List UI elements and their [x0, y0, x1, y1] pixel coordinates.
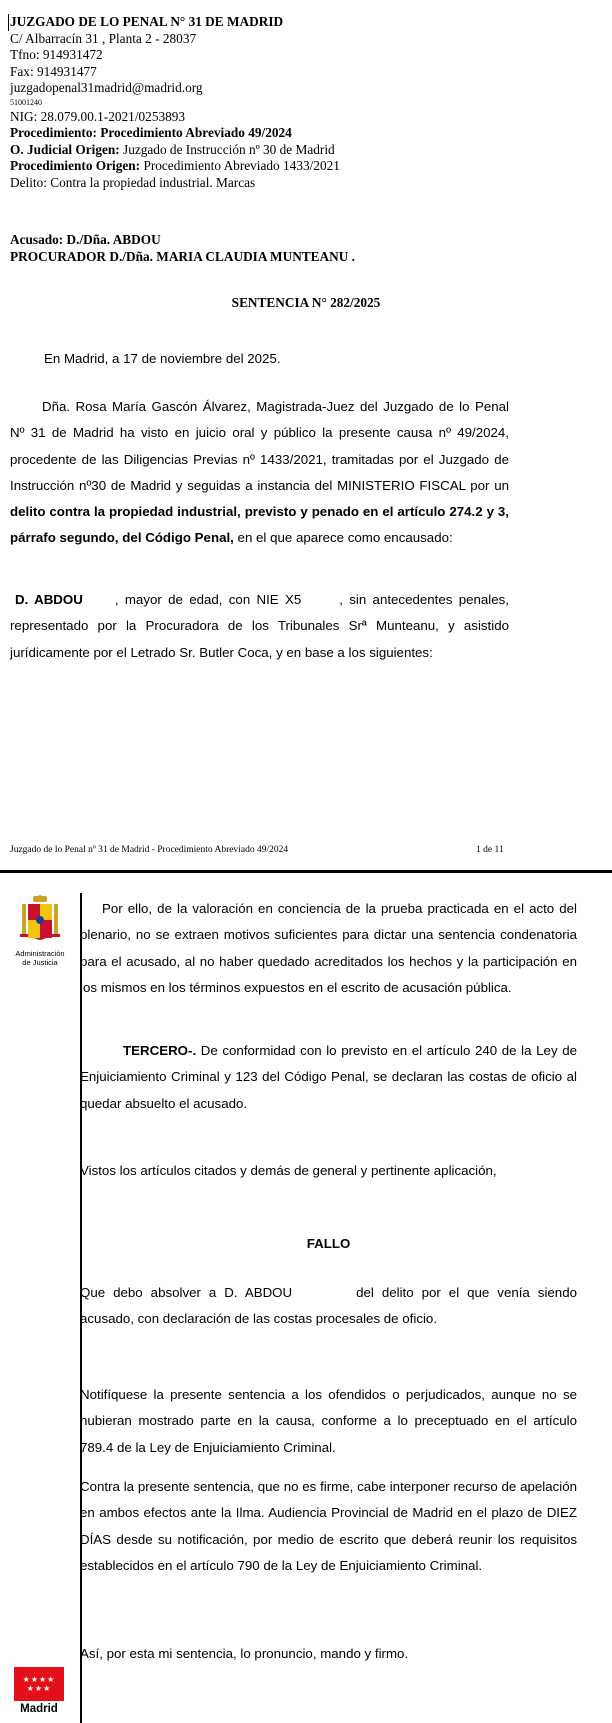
fallo-text-a: Que debo absolver a D. ABDOU [80, 1285, 293, 1300]
madrid-stars-icon: ★★★★ ★★★ [22, 1675, 56, 1693]
intro-text-b: en el que aparece como encausado: [233, 530, 453, 546]
tercero-paragraph [80, 1038, 577, 1117]
procedimiento-label: Procedimiento: [10, 125, 97, 140]
court-code: 51001240 [10, 97, 42, 107]
intro-text-a: Dña. Rosa María Gascón Álvarez, Magistrada-Juez del Juzgado de lo Penal Nº 31 de Madrid ha visto en juicio oral y público la presente causa nº 49/2024, procedente de las Diligencias Previas nº 1433/2021, tramitadas por el Juzgado de Instrucción nº30 de Madrid y seguidas a instancia del MINISTERIO FISCAL por un [10, 399, 509, 493]
court-email: juzgadopenal31madrid@madrid.org [10, 80, 203, 95]
sentencia-title: SENTENCIA N° 282/2025 [231, 295, 381, 310]
tercero-text: De conformidad con lo previsto en el artículo 240 de la Ley de Enjuiciamiento Criminal y 123 del Código Penal, se declaran las costas de oficio al quedar absuelto el acusado. [80, 1043, 577, 1111]
tercero-label: TERCERO-. [123, 1043, 197, 1058]
intro-paragraph [10, 394, 509, 552]
proc-origen-value: Procedimiento Abreviado 1433/2021 [143, 158, 340, 173]
court-address: C/ Albarracín 31 , Planta 2 - 28037 [10, 30, 197, 46]
vistos-line: Vistos los artículos citados y demás de general y pertinente aplicación, [80, 1163, 497, 1178]
delito: Delito: Contra la propiedad industrial. Marcas [10, 174, 256, 190]
notificacion-paragraph: Notifíquese la presente sentencia a los ofendidos o perjudicados, aunque no se hubieran mostrado parte en la causa, conforme a lo preceptuado en el artículo 789.4 de la Ley de Enjuiciamiento Criminal. [80, 1387, 577, 1455]
valoracion-text: Por ello, de la valoración en conciencia de la prueba practicada en el acto del plenario, no se extraen motivos suficientes para dictar una sentencia condenatoria para el acusado, al no haber quedado acreditados los hechos y la participación en los mismos en los términos expuestos en el escrito de acusación pública. [80, 901, 577, 995]
coat-of-arms-icon [18, 894, 62, 944]
cierre-line: Así, por esta mi sentencia, lo pronuncio, mando y firmo. [80, 1646, 409, 1661]
madrid-label: Madrid [20, 1703, 58, 1715]
footer-left: Juzgado de lo Penal nº 31 de Madrid - Procedimiento Abreviado 49/2024 [10, 845, 289, 855]
fallo-heading: FALLO [306, 1236, 351, 1251]
procedimiento [10, 125, 340, 142]
logo-caption: Administración de Justicia [15, 949, 65, 967]
accused-paragraph [10, 587, 509, 666]
parties [10, 232, 355, 265]
page-separator [0, 870, 612, 873]
court-header [10, 14, 340, 191]
judicial-origen-value: Juzgado de Instrucción nº 30 de Madrid [123, 141, 335, 157]
acusado: Acusado: D./Dña. ABDOU [10, 232, 161, 247]
intro-text-bold: delito contra la propiedad industrial, previsto y penado en el artículo 274.2 y 3, párrafo segundo, del Código Penal, [10, 504, 509, 546]
administracion-justicia-logo [12, 894, 68, 967]
procedimiento-value: Procedimiento Abreviado 49/2024 [100, 125, 292, 140]
comunidad-madrid-logo [14, 1667, 64, 1715]
accused-nie: , mayor de edad, con NIE X5 [114, 592, 302, 607]
proc-origen-label: Procedimiento Origen: [10, 158, 141, 173]
procurador: PROCURADOR D./Dña. MARIA CLAUDIA MUNTEANU . [10, 248, 355, 264]
court-phone: Tfno: 914931472 [10, 47, 103, 62]
court-fax: Fax: 914931477 [10, 63, 97, 79]
nig: NIG: 28.079.00.1-2021/0253893 [10, 108, 186, 124]
accused-rest: , sin antecedentes penales, representado por la Procuradora de los Tribunales Srª Munteanu, y asistido jurídicamente por el Letrado Sr. Butler Coca, y en base a los siguientes: [10, 592, 509, 660]
fallo-paragraph [80, 1280, 577, 1333]
date-line: En Madrid, a 17 de noviembre del 2025. [44, 351, 281, 366]
procedimiento-origen [10, 158, 340, 175]
recurso-paragraph: Contra la presente sentencia, que no es firme, cabe interponer recurso de apelación en ambos efectos ante la Ilma. Audiencia Provincial de Madrid en el plazo de DIEZ DÍAS desde su notificación, por medio de escrito que deberá reunir los requisitos establecidos en el artículo 790 de la Ley de Enjuiciamiento Criminal. [80, 1479, 577, 1573]
judicial-origen [10, 142, 340, 159]
valoracion-paragraph [80, 896, 577, 1001]
court-name: JUZGADO DE LO PENAL N° 31 DE MADRID [8, 14, 340, 31]
judicial-origen-label: O. Judicial Origen: [10, 141, 120, 157]
accused-name: D. ABDOU [15, 592, 83, 607]
fallo-text-b: del delito por el que venía siendo acusado, con declaración de las costas procesales de oficio. [80, 1285, 577, 1327]
madrid-flag [14, 1667, 64, 1701]
footer-page-number: 1 de 11 [476, 845, 504, 855]
